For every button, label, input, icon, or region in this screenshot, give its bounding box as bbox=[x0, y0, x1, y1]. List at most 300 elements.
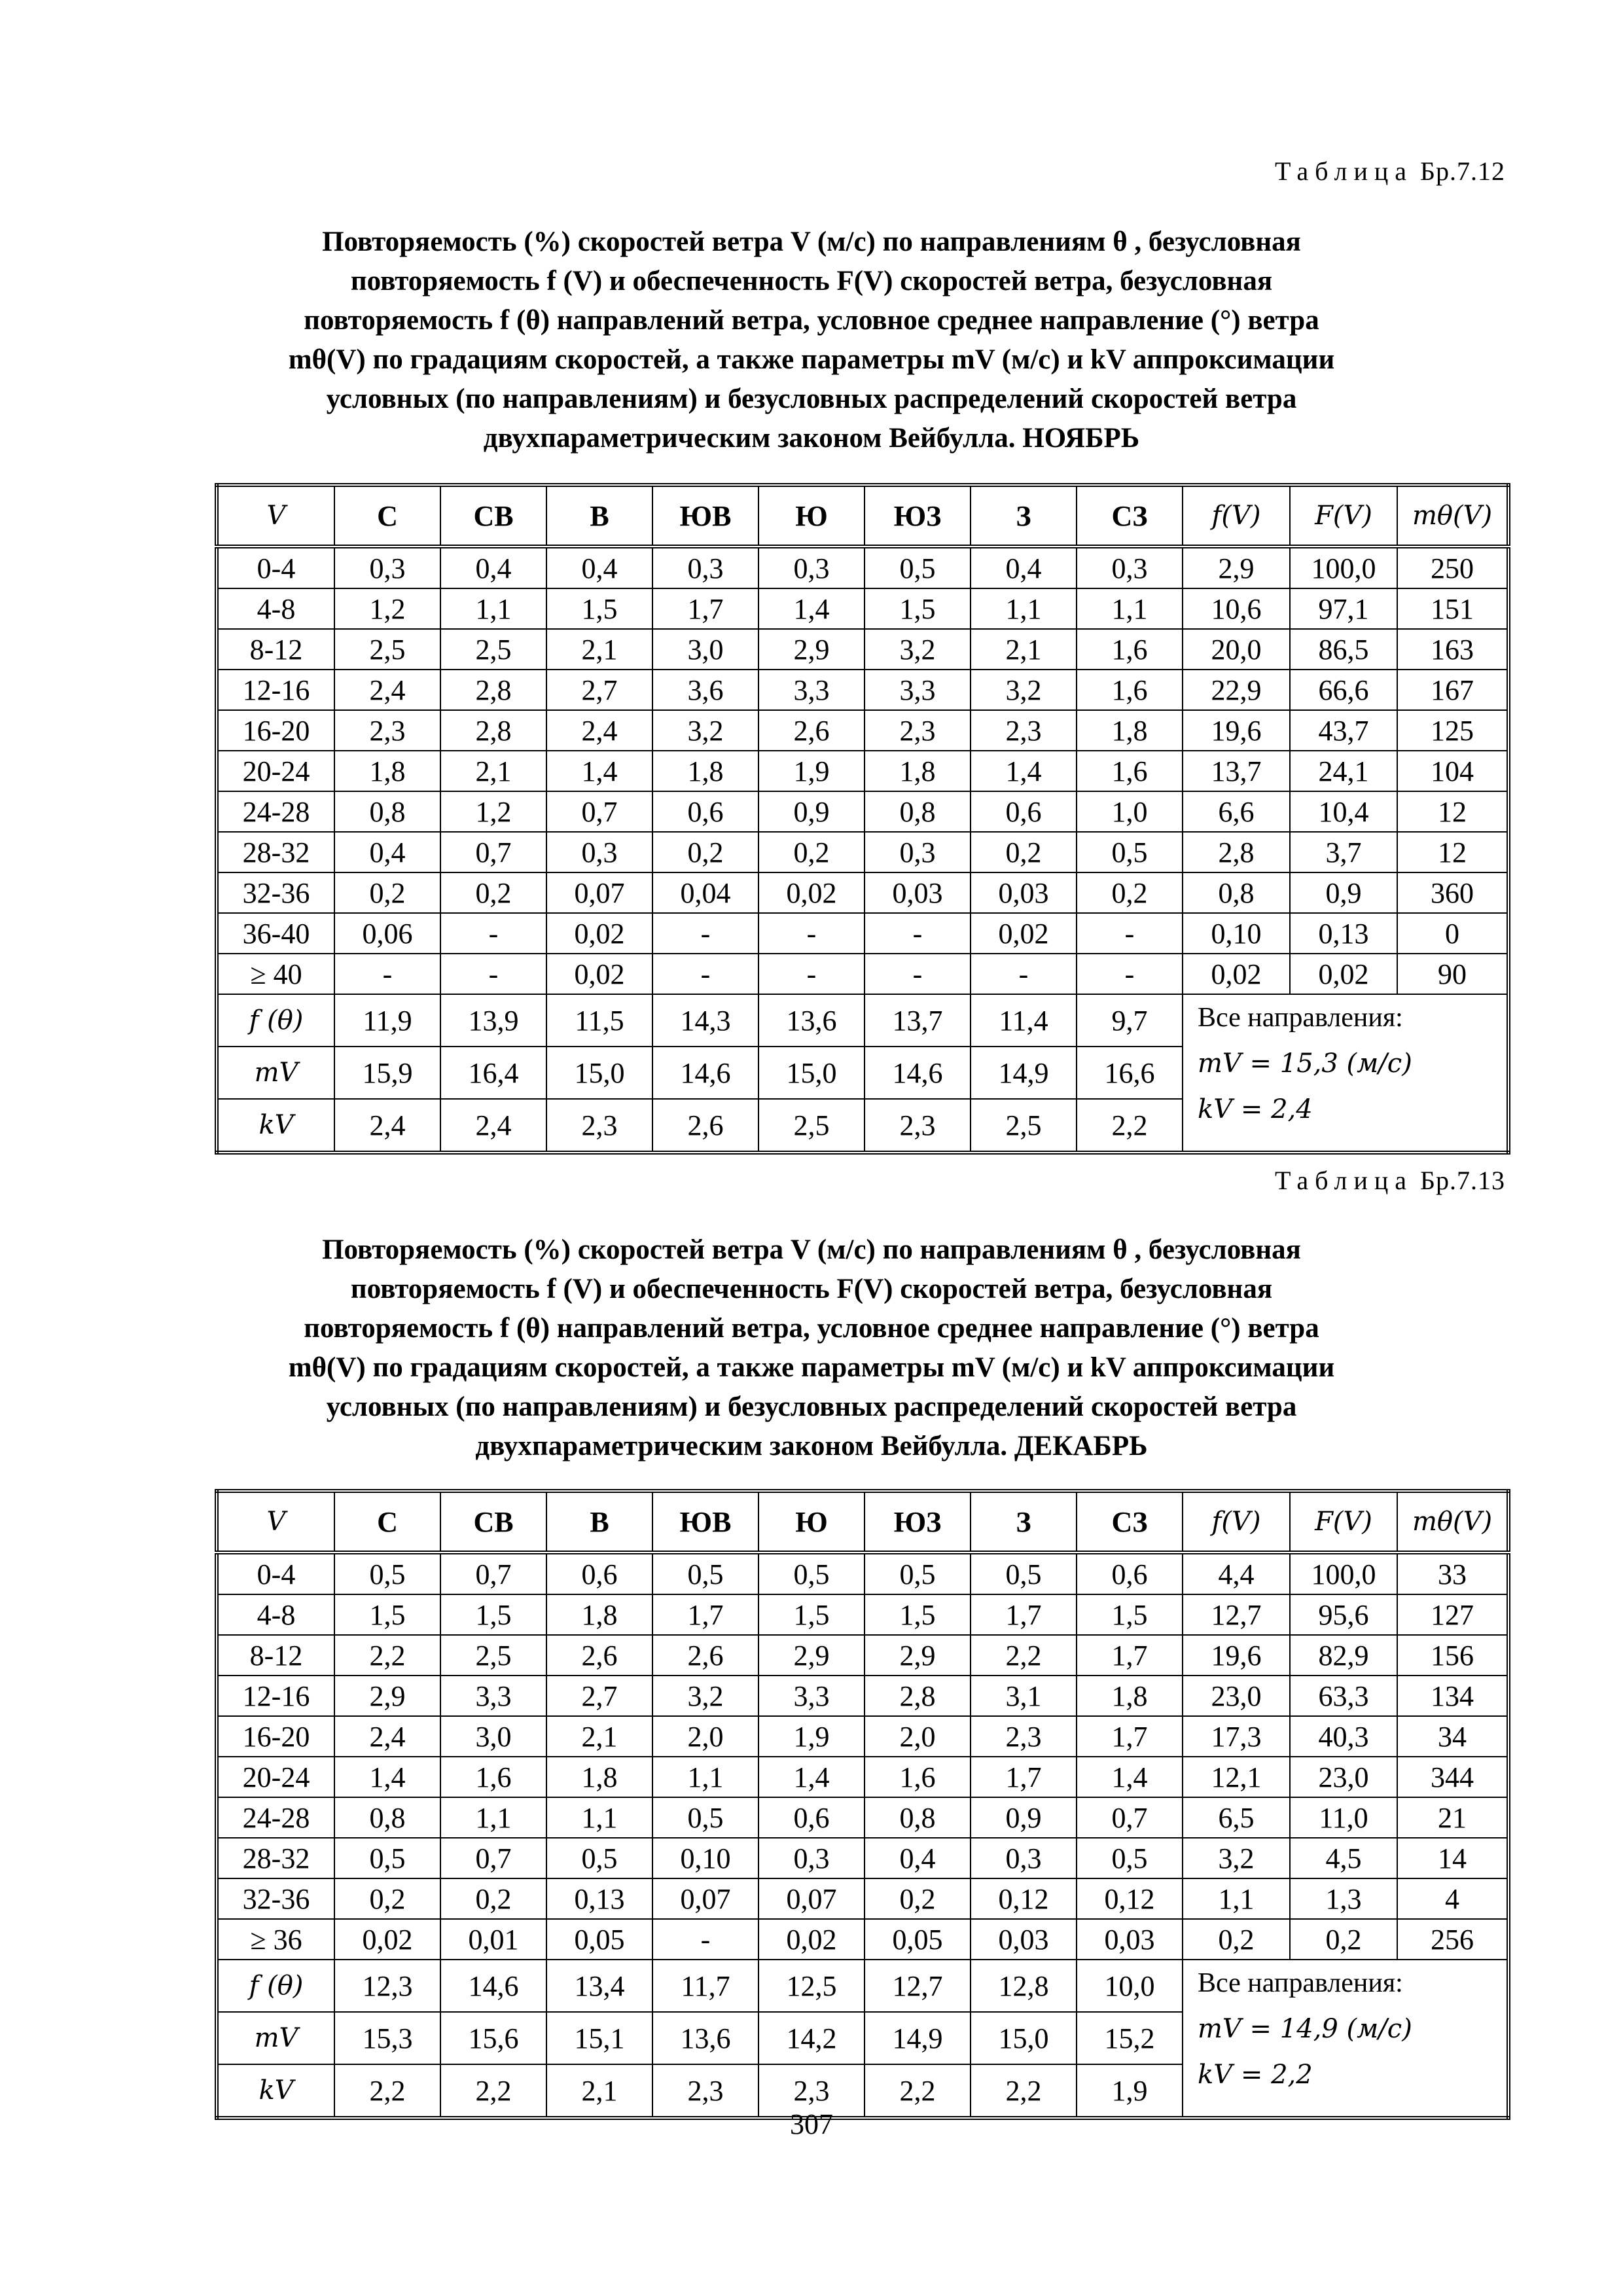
table-cell: 3,0 bbox=[440, 1716, 546, 1757]
table-cell: 256 bbox=[1397, 1919, 1508, 1960]
table-cell: 2,1 bbox=[440, 751, 546, 791]
table-cell: - bbox=[1077, 913, 1183, 954]
table-cell: 0,03 bbox=[865, 872, 971, 913]
speed-range-cell: 16-20 bbox=[217, 710, 334, 751]
table-cell: 1,2 bbox=[440, 791, 546, 832]
table-cell: 1,1 bbox=[1077, 588, 1183, 629]
table-cell: 0,5 bbox=[758, 1552, 865, 1594]
header-cell: З bbox=[971, 485, 1077, 547]
data-rows bbox=[217, 547, 1508, 994]
table-cell: 0,8 bbox=[865, 791, 971, 832]
table-cell: 0,5 bbox=[1077, 1838, 1183, 1878]
table-cell: 360 bbox=[1397, 872, 1508, 913]
table-cell: 0,3 bbox=[758, 547, 865, 588]
table-cell: 2,1 bbox=[971, 629, 1077, 670]
table-cell: 0,5 bbox=[865, 547, 971, 588]
param-rows bbox=[217, 1960, 1508, 2118]
table-cell: 15,0 bbox=[971, 2012, 1077, 2064]
table-cell: 16,6 bbox=[1077, 1047, 1183, 1099]
table-cell: 1,5 bbox=[758, 1594, 865, 1635]
table-cell: 2,3 bbox=[334, 710, 440, 751]
table-cell: 0,7 bbox=[440, 1838, 546, 1878]
table-cell: 34 bbox=[1397, 1716, 1508, 1757]
table-cell: 63,3 bbox=[1290, 1676, 1397, 1716]
table-cell: 2,4 bbox=[334, 1716, 440, 1757]
table-cell: 1,0 bbox=[1077, 791, 1183, 832]
header-cell: С bbox=[334, 1491, 440, 1552]
table-cell: 0,3 bbox=[971, 1838, 1077, 1878]
table-row bbox=[217, 710, 1508, 751]
table-cell: 14,6 bbox=[652, 1047, 758, 1099]
table-cell: 1,1 bbox=[440, 588, 546, 629]
table-cell: 3,2 bbox=[865, 629, 971, 670]
table-cell: 0,6 bbox=[1077, 1552, 1183, 1594]
table-cell: 2,0 bbox=[865, 1716, 971, 1757]
table-cell: 1,6 bbox=[440, 1757, 546, 1797]
speed-range-cell: ≥ 40 bbox=[217, 954, 334, 994]
table-row bbox=[217, 913, 1508, 954]
table-cell: 0,6 bbox=[758, 1797, 865, 1838]
table-cell: 1,8 bbox=[1077, 1676, 1183, 1716]
table-cell: 0,6 bbox=[971, 791, 1077, 832]
table-cell: 344 bbox=[1397, 1757, 1508, 1797]
table-cell: 2,2 bbox=[334, 2064, 440, 2118]
table-cell: 12,5 bbox=[758, 1960, 865, 2012]
table-cell: 0,8 bbox=[865, 1797, 971, 1838]
table-cell: 13,6 bbox=[758, 994, 865, 1047]
table-cell: 0,04 bbox=[652, 872, 758, 913]
table-cell: 1,9 bbox=[758, 1716, 865, 1757]
table-row bbox=[217, 1838, 1508, 1878]
table-cell: 0,03 bbox=[971, 1919, 1077, 1960]
table-cell: 0,4 bbox=[971, 547, 1077, 588]
table-cell: 3,2 bbox=[971, 670, 1077, 710]
caption-line: повторяемость f (V) и обеспеченность F(V) скоростей ветра, безусловная bbox=[350, 1274, 1273, 1304]
table-cell: 0,4 bbox=[440, 547, 546, 588]
table-cell: 1,5 bbox=[1077, 1594, 1183, 1635]
table-cell: 0,02 bbox=[971, 913, 1077, 954]
table-cell: 0,02 bbox=[758, 872, 865, 913]
header-cell: ЮЗ bbox=[865, 1491, 971, 1552]
table-cell: 1,9 bbox=[1077, 2064, 1183, 2118]
table-cell: 1,5 bbox=[334, 1594, 440, 1635]
table-cell: 19,6 bbox=[1183, 710, 1290, 751]
table-cell: 15,3 bbox=[334, 2012, 440, 2064]
speed-range-cell: 24-28 bbox=[217, 791, 334, 832]
table-cell: 0,12 bbox=[971, 1878, 1077, 1919]
table-cell: - bbox=[652, 913, 758, 954]
table-cell: 2,0 bbox=[652, 1716, 758, 1757]
table-cell: 2,2 bbox=[971, 1635, 1077, 1676]
caption-line: mθ(V) по градациям скоростей, а также параметры mV (м/с) и kV аппроксимации bbox=[288, 1352, 1335, 1383]
table-cell: 15,0 bbox=[758, 1047, 865, 1099]
table-cell: 4,5 bbox=[1290, 1838, 1397, 1878]
table-cell: 1,5 bbox=[865, 588, 971, 629]
table-cell: 0,02 bbox=[546, 954, 652, 994]
table-cell: 167 bbox=[1397, 670, 1508, 710]
table-cell: 95,6 bbox=[1290, 1594, 1397, 1635]
table-cell: 1,7 bbox=[652, 1594, 758, 1635]
row-label: kV bbox=[217, 1099, 334, 1153]
table-cell: 3,0 bbox=[652, 629, 758, 670]
table-cell: 2,3 bbox=[546, 1099, 652, 1153]
table-cell: - bbox=[1077, 954, 1183, 994]
table-cell: 0,7 bbox=[440, 832, 546, 872]
table-cell: 12,7 bbox=[1183, 1594, 1290, 1635]
table-cell: 2,6 bbox=[652, 1099, 758, 1153]
row-label: mV bbox=[217, 1047, 334, 1099]
table-cell: - bbox=[758, 913, 865, 954]
table-cell: 0,07 bbox=[652, 1878, 758, 1919]
table-cell: 15,6 bbox=[440, 2012, 546, 2064]
table-cell: 2,7 bbox=[546, 670, 652, 710]
table-cell: 2,9 bbox=[865, 1635, 971, 1676]
all-directions-mv: mV = 14,9 (м/с) bbox=[1198, 2014, 1412, 2044]
speed-range-cell: 20-24 bbox=[217, 751, 334, 791]
table-cell: 125 bbox=[1397, 710, 1508, 751]
table-cell: 15,9 bbox=[334, 1047, 440, 1099]
header-cell: ЮВ bbox=[652, 1491, 758, 1552]
table-cell: 14,6 bbox=[865, 1047, 971, 1099]
table-cell: 43,7 bbox=[1290, 710, 1397, 751]
table-cell: 134 bbox=[1397, 1676, 1508, 1716]
table-cell: 2,5 bbox=[971, 1099, 1077, 1153]
table-cell: 2,5 bbox=[758, 1099, 865, 1153]
header-cell: f(V) bbox=[1183, 1491, 1290, 1552]
table-cell: 3,3 bbox=[865, 670, 971, 710]
all-directions-cell bbox=[1183, 1960, 1508, 2118]
table-cell: 2,2 bbox=[334, 1635, 440, 1676]
table-cell: 2,1 bbox=[546, 2064, 652, 2118]
speed-range-cell: 0-4 bbox=[217, 1552, 334, 1594]
all-directions-title: Все направления: bbox=[1198, 1968, 1403, 1998]
table-cell: 13,9 bbox=[440, 994, 546, 1047]
table-cell: 66,6 bbox=[1290, 670, 1397, 710]
table-cell: 90 bbox=[1397, 954, 1508, 994]
table-cell: 0,7 bbox=[1077, 1797, 1183, 1838]
table-cell: 12 bbox=[1397, 832, 1508, 872]
table-cell: 0,2 bbox=[652, 832, 758, 872]
table-cell: 0,02 bbox=[546, 913, 652, 954]
table-row bbox=[217, 1757, 1508, 1797]
table-cell: 0,8 bbox=[1183, 872, 1290, 913]
table-cell: 0,3 bbox=[334, 547, 440, 588]
table-cell: 13,7 bbox=[1183, 751, 1290, 791]
table-row bbox=[217, 1676, 1508, 1716]
caption-line: повторяемость f (V) и обеспеченность F(V) скоростей ветра, безусловная bbox=[350, 266, 1273, 296]
table-cell: 1,4 bbox=[334, 1757, 440, 1797]
table-cell: 0,8 bbox=[334, 1797, 440, 1838]
all-directions-mv: mV = 15,3 (м/с) bbox=[1198, 1049, 1412, 1079]
table-row bbox=[217, 1919, 1508, 1960]
table-cell: 82,9 bbox=[1290, 1635, 1397, 1676]
table-cell: 1,1 bbox=[440, 1797, 546, 1838]
table-cell: 23,0 bbox=[1290, 1757, 1397, 1797]
table-cell: 151 bbox=[1397, 588, 1508, 629]
table-cell: 10,6 bbox=[1183, 588, 1290, 629]
table-cell: 4 bbox=[1397, 1878, 1508, 1919]
table-row bbox=[217, 1878, 1508, 1919]
table-cell: 11,9 bbox=[334, 994, 440, 1047]
table-cell: 2,5 bbox=[334, 629, 440, 670]
table-row bbox=[217, 832, 1508, 872]
data-rows bbox=[217, 1552, 1508, 1960]
table-cell: 2,3 bbox=[758, 2064, 865, 2118]
table-cell: 16,4 bbox=[440, 1047, 546, 1099]
header-cell: С bbox=[334, 485, 440, 547]
table-caption bbox=[216, 1230, 1407, 1466]
table-cell: 3,2 bbox=[652, 1676, 758, 1716]
table-cell: 1,6 bbox=[1077, 629, 1183, 670]
header-cell: F(V) bbox=[1290, 1491, 1397, 1552]
header-cell: mθ(V) bbox=[1397, 1491, 1508, 1552]
table-cell: 0,2 bbox=[1290, 1919, 1397, 1960]
table-cell: 1,9 bbox=[758, 751, 865, 791]
header-cell: F(V) bbox=[1290, 485, 1397, 547]
table-cell: 1,8 bbox=[546, 1757, 652, 1797]
table-row bbox=[217, 629, 1508, 670]
speed-range-cell: 36-40 bbox=[217, 913, 334, 954]
table-cell: 12,8 bbox=[971, 1960, 1077, 2012]
row-label: f (θ) bbox=[217, 994, 334, 1047]
table-row bbox=[217, 872, 1508, 913]
speed-range-cell: 8-12 bbox=[217, 1635, 334, 1676]
table-label-number: Бр.7.13 bbox=[1420, 1166, 1505, 1195]
table-cell: 2,4 bbox=[334, 670, 440, 710]
table-cell: 2,2 bbox=[971, 2064, 1077, 2118]
table-cell: 2,3 bbox=[865, 1099, 971, 1153]
table-cell: 0,2 bbox=[971, 832, 1077, 872]
table-row bbox=[217, 1552, 1508, 1594]
wind-table-november bbox=[215, 483, 1510, 1155]
table-cell: 1,6 bbox=[865, 1757, 971, 1797]
table-cell: 3,3 bbox=[758, 1676, 865, 1716]
table-cell: 6,5 bbox=[1183, 1797, 1290, 1838]
table-cell: - bbox=[440, 954, 546, 994]
table-cell: 0,07 bbox=[758, 1878, 865, 1919]
caption-line: mθ(V) по градациям скоростей, а также параметры mV (м/с) и kV аппроксимации bbox=[288, 344, 1335, 375]
table-cell: 10,4 bbox=[1290, 791, 1397, 832]
table-cell: 1,3 bbox=[1290, 1878, 1397, 1919]
speed-range-cell: ≥ 36 bbox=[217, 1919, 334, 1960]
table-cell: 1,1 bbox=[971, 588, 1077, 629]
header-cell: ЮЗ bbox=[865, 485, 971, 547]
table-cell: 3,7 bbox=[1290, 832, 1397, 872]
table-cell: - bbox=[865, 954, 971, 994]
table-cell: 13,7 bbox=[865, 994, 971, 1047]
table-row bbox=[217, 1594, 1508, 1635]
table-row bbox=[217, 1635, 1508, 1676]
table-cell: 9,7 bbox=[1077, 994, 1183, 1047]
table-cell: 0,3 bbox=[758, 1838, 865, 1878]
table-cell: 2,4 bbox=[546, 710, 652, 751]
table-cell: 0,10 bbox=[1183, 913, 1290, 954]
table-cell: 156 bbox=[1397, 1635, 1508, 1676]
caption-line: повторяемость f (θ) направлений ветра, условное среднее направление (°) ветра bbox=[304, 1313, 1319, 1344]
speed-range-cell: 28-32 bbox=[217, 1838, 334, 1878]
table-cell: 2,2 bbox=[865, 2064, 971, 2118]
table-cell: 0,02 bbox=[1290, 954, 1397, 994]
table-cell: 100,0 bbox=[1290, 547, 1397, 588]
table-cell: 3,3 bbox=[758, 670, 865, 710]
table-row bbox=[217, 954, 1508, 994]
table-cell: 2,1 bbox=[546, 1716, 652, 1757]
table-cell: 14,2 bbox=[758, 2012, 865, 2064]
caption-line: двухпараметрическим законом Вейбулла. ДЕКАБРЬ bbox=[475, 1431, 1148, 1462]
table-cell: 2,6 bbox=[546, 1635, 652, 1676]
table-cell: - bbox=[758, 954, 865, 994]
table-cell: 11,0 bbox=[1290, 1797, 1397, 1838]
table-cell: 2,6 bbox=[652, 1635, 758, 1676]
table-cell: 1,4 bbox=[1077, 1757, 1183, 1797]
table-cell: 0,5 bbox=[1077, 832, 1183, 872]
table-cell: 1,5 bbox=[546, 588, 652, 629]
table-cell: 2,9 bbox=[334, 1676, 440, 1716]
table-label-prefix: Таблица bbox=[1274, 1166, 1414, 1195]
table-cell: 3,2 bbox=[1183, 1838, 1290, 1878]
table-cell: 1,4 bbox=[546, 751, 652, 791]
table-cell: 3,2 bbox=[652, 710, 758, 751]
wind-table-december bbox=[215, 1489, 1510, 2120]
table-cell: 127 bbox=[1397, 1594, 1508, 1635]
table-cell: 1,7 bbox=[1077, 1635, 1183, 1676]
table-cell: 0,02 bbox=[758, 1919, 865, 1960]
table-cell: 1,8 bbox=[334, 751, 440, 791]
header-cell: V bbox=[217, 485, 334, 547]
speed-range-cell: 32-36 bbox=[217, 1878, 334, 1919]
table-cell: 2,8 bbox=[865, 1676, 971, 1716]
table-cell: 0 bbox=[1397, 913, 1508, 954]
speed-range-cell: 24-28 bbox=[217, 1797, 334, 1838]
table-cell: 2,5 bbox=[440, 1635, 546, 1676]
table-cell: 0,05 bbox=[546, 1919, 652, 1960]
caption-line: повторяемость f (θ) направлений ветра, условное среднее направление (°) ветра bbox=[304, 305, 1319, 336]
table-cell: 0,9 bbox=[971, 1797, 1077, 1838]
table-cell: 0,3 bbox=[652, 547, 758, 588]
table-cell: 1,8 bbox=[865, 751, 971, 791]
table-row bbox=[217, 791, 1508, 832]
all-directions-title: Все направления: bbox=[1198, 1003, 1403, 1033]
speed-range-cell: 4-8 bbox=[217, 1594, 334, 1635]
table-cell: 0,5 bbox=[652, 1552, 758, 1594]
table-cell: 12,3 bbox=[334, 1960, 440, 2012]
table-cell: - bbox=[865, 913, 971, 954]
header-row bbox=[217, 485, 1508, 547]
table-row bbox=[217, 1716, 1508, 1757]
all-directions-cell bbox=[1183, 994, 1508, 1153]
row-label: f (θ) bbox=[217, 1960, 334, 2012]
header-cell: f(V) bbox=[1183, 485, 1290, 547]
header-cell: СЗ bbox=[1077, 485, 1183, 547]
caption-line: двухпараметрическим законом Вейбулла. НОЯБРЬ bbox=[483, 423, 1140, 454]
table-cell: 6,6 bbox=[1183, 791, 1290, 832]
table-label bbox=[1275, 156, 1505, 187]
header-cell: В bbox=[546, 1491, 652, 1552]
row-label: kV bbox=[217, 2064, 334, 2118]
table-cell: 0,07 bbox=[546, 872, 652, 913]
table-cell: 1,4 bbox=[971, 751, 1077, 791]
table-cell: 2,3 bbox=[971, 710, 1077, 751]
table-cell: 1,8 bbox=[1077, 710, 1183, 751]
header-cell: СВ bbox=[440, 1491, 546, 1552]
param-rows bbox=[217, 994, 1508, 1153]
table-row bbox=[217, 670, 1508, 710]
header-cell: СЗ bbox=[1077, 1491, 1183, 1552]
table-cell: 0,7 bbox=[440, 1552, 546, 1594]
table-cell: 0,6 bbox=[652, 791, 758, 832]
table-cell: 23,0 bbox=[1183, 1676, 1290, 1716]
header-cell: В bbox=[546, 485, 652, 547]
table-cell: 0,03 bbox=[1077, 1919, 1183, 1960]
table-cell: 14,9 bbox=[865, 2012, 971, 2064]
table-cell: 104 bbox=[1397, 751, 1508, 791]
table-cell: 12,1 bbox=[1183, 1757, 1290, 1797]
table-cell: 1,7 bbox=[971, 1594, 1077, 1635]
table-cell: 2,5 bbox=[440, 629, 546, 670]
table-cell: 1,5 bbox=[440, 1594, 546, 1635]
table-cell: 0,6 bbox=[546, 1552, 652, 1594]
table-cell: 0,8 bbox=[334, 791, 440, 832]
caption-line: Повторяемость (%) скоростей ветра V (м/с) по направлениям θ , безусловная bbox=[322, 1234, 1301, 1265]
table-cell: 1,7 bbox=[1077, 1716, 1183, 1757]
table-cell: 40,3 bbox=[1290, 1716, 1397, 1757]
row-label: mV bbox=[217, 2012, 334, 2064]
header-cell: mθ(V) bbox=[1397, 485, 1508, 547]
speed-range-cell: 12-16 bbox=[217, 670, 334, 710]
table-cell: 0,02 bbox=[334, 1919, 440, 1960]
table-cell: 17,3 bbox=[1183, 1716, 1290, 1757]
table-cell: 0,13 bbox=[1290, 913, 1397, 954]
table-cell: 163 bbox=[1397, 629, 1508, 670]
table-cell: 0,3 bbox=[546, 832, 652, 872]
table-cell: 2,1 bbox=[546, 629, 652, 670]
header-cell: Ю bbox=[758, 1491, 865, 1552]
table-cell: 0,5 bbox=[971, 1552, 1077, 1594]
table-cell: 22,9 bbox=[1183, 670, 1290, 710]
header-row bbox=[217, 1491, 1508, 1552]
speed-range-cell: 32-36 bbox=[217, 872, 334, 913]
table-cell: 15,0 bbox=[546, 1047, 652, 1099]
table-cell: 2,3 bbox=[652, 2064, 758, 2118]
speed-range-cell: 0-4 bbox=[217, 547, 334, 588]
table-caption bbox=[216, 223, 1407, 458]
table-cell: 1,6 bbox=[1077, 670, 1183, 710]
table-cell: 0,01 bbox=[440, 1919, 546, 1960]
table-label-prefix: Таблица bbox=[1274, 156, 1414, 186]
table-cell: 0,2 bbox=[1183, 1919, 1290, 1960]
table-cell: 24,1 bbox=[1290, 751, 1397, 791]
table-cell: 14,9 bbox=[971, 1047, 1077, 1099]
table-cell: 0,5 bbox=[334, 1552, 440, 1594]
table-cell: 20,0 bbox=[1183, 629, 1290, 670]
table-cell: 1,2 bbox=[334, 588, 440, 629]
table-cell: 0,2 bbox=[758, 832, 865, 872]
table-cell: 2,8 bbox=[440, 710, 546, 751]
table-cell: 11,4 bbox=[971, 994, 1077, 1047]
table-cell: 2,2 bbox=[440, 2064, 546, 2118]
table-cell: 97,1 bbox=[1290, 588, 1397, 629]
table-cell: 0,4 bbox=[865, 1838, 971, 1878]
table-cell: 11,7 bbox=[652, 1960, 758, 2012]
table-cell: 1,7 bbox=[971, 1757, 1077, 1797]
header-cell: ЮВ bbox=[652, 485, 758, 547]
header-cell: Ю bbox=[758, 485, 865, 547]
table-cell: 250 bbox=[1397, 547, 1508, 588]
speed-range-cell: 28-32 bbox=[217, 832, 334, 872]
table-cell: 2,9 bbox=[1183, 547, 1290, 588]
table-cell: 15,1 bbox=[546, 2012, 652, 2064]
table-row bbox=[217, 751, 1508, 791]
